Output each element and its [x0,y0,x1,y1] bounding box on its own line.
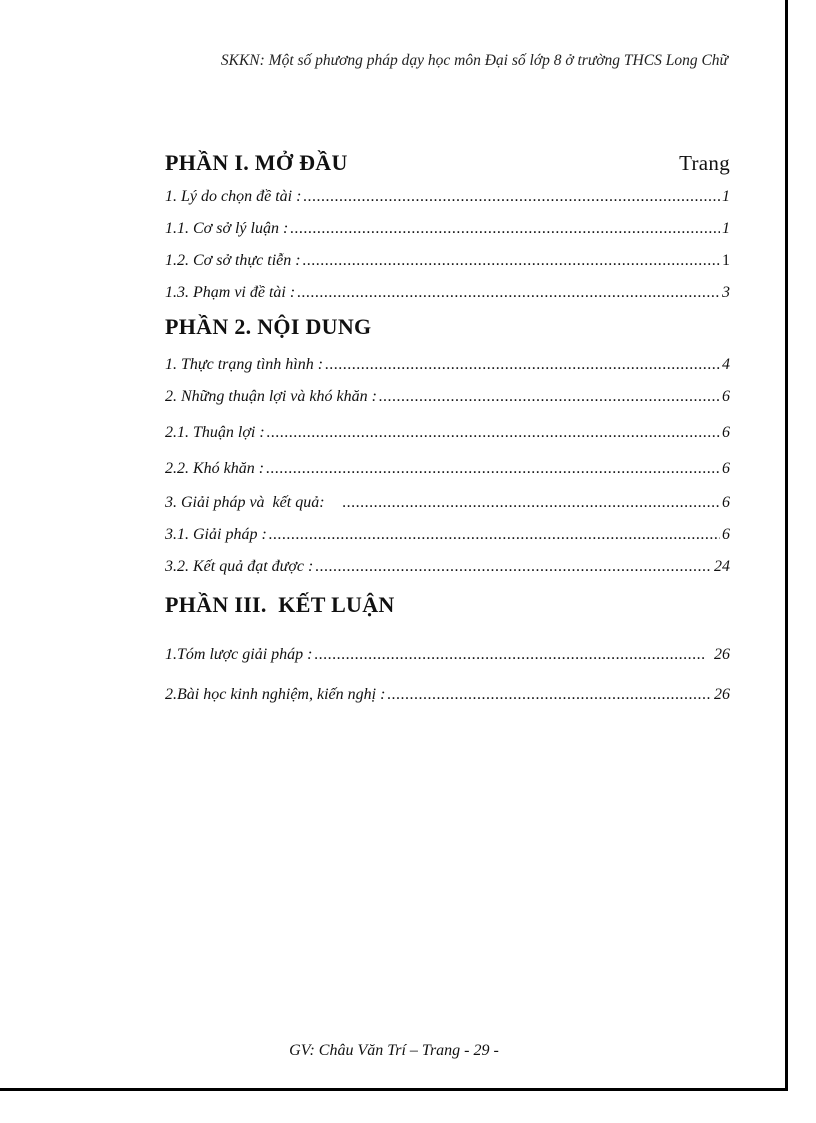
toc-entry-label: 1.3. Phạm vi đề tài : [165,284,296,301]
dot-leader [325,349,720,381]
section-title-phan-1 [165,145,730,181]
section-heading: PHẦN III. KẾT LUẬN [165,592,395,617]
toc-entry-label: 2.2. Khó khăn : [165,460,265,477]
page-header: SKKN: Một số phương pháp dạy học môn Đại số lớp 8 ở trường THCS Long Chữ [220,52,728,69]
toc-entry-label: 2.1. Thuận lợi : [165,424,265,441]
toc-entry-page: 1 [722,220,730,237]
dot-leader [379,381,720,413]
section-heading: PHẦN I. MỞ ĐẦU [165,150,348,175]
dot-leader [303,245,720,277]
toc-entry-page: 6 [722,460,730,477]
toc-entry [165,519,730,551]
toc-entry-page: 6 [722,388,730,405]
toc-entry [165,245,730,277]
toc-entry [165,277,730,309]
toc-entry [165,381,730,417]
toc-entry-page: 6 [722,494,730,511]
dot-leader [303,181,720,213]
toc-entry [165,635,730,675]
toc-entry-label: 1.1. Cơ sở lý luận : [165,220,289,237]
toc-entry-label: 1.2. Cơ sở thực tiễn : [165,252,301,269]
toc-entry-page: 26 [714,646,730,663]
toc-entry-page: 6 [722,526,730,543]
trang-label: Trang [679,151,730,175]
toc-entry [165,453,730,487]
toc-entry-label: 1.Tóm lược giải pháp : [165,646,313,663]
dot-leader [314,635,706,675]
toc-entry [165,181,730,213]
dot-leader [297,277,720,309]
toc-entry [165,675,730,715]
toc-entry-page: 3 [722,284,730,301]
toc-entry [165,487,730,519]
section-heading: PHẦN 2. NỘI DUNG [165,314,372,339]
toc-entry-label: 1. Thực trạng tình hình : [165,356,324,373]
toc-entry-page: 1 [722,252,730,269]
page-footer: GV: Châu Văn Trí – Trang - 29 - [289,1042,499,1059]
toc-entry [165,417,730,453]
dot-leader [267,417,720,449]
dot-leader [343,487,720,519]
toc-entry-page: 24 [714,558,730,575]
toc-entry-page: 4 [722,356,730,373]
toc-entry-page: 1 [722,188,730,205]
toc-entry-label: 1. Lý do chọn đề tài : [165,188,302,205]
dot-leader [387,675,712,715]
section-title-phan-2 [165,309,730,345]
dot-leader [290,213,720,245]
dot-leader [266,453,720,485]
toc-entry [165,551,730,583]
toc-entry-page: 6 [722,424,730,441]
toc-entry-label: 3.1. Giải pháp : [165,526,267,543]
toc-entry-label: 2.Bài học kinh nghiệm, kiến nghị : [165,686,386,703]
toc-entry-label: 3.2. Kết quả đạt được : [165,558,314,575]
section-title-phan-3 [165,587,730,623]
dot-leader [269,519,720,551]
dot-leader [315,551,712,583]
table-of-contents [165,145,730,715]
toc-entry-label: 3. Giải pháp và kết quả: [165,494,325,511]
toc-entry-page: 26 [714,686,730,703]
toc-entry-label: 2. Những thuận lợi và khó khăn : [165,388,377,405]
toc-entry [165,213,730,245]
toc-entry [165,349,730,381]
